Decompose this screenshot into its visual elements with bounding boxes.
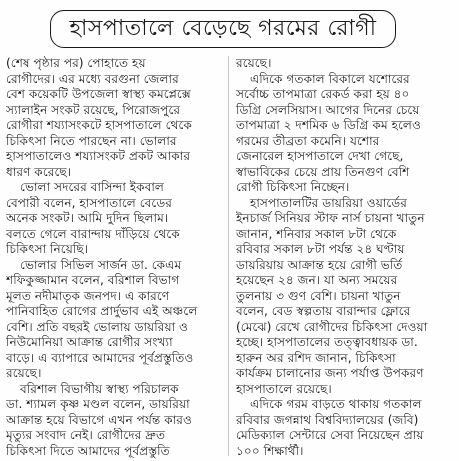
text-line: ভোলা সদরের বাসিন্দা ইকবাল [20,180,164,194]
text-line: হয়েছেন ২৪ জন। যা অন্য সময়ের [236,273,398,287]
text-line: ডায়রিয়ায় আক্রান্ত হয়ে রোগী ভর্তি [236,257,403,272]
text-line: বেশি। প্রতি বছরই ভোলায় ডায়রিয়া ও [6,319,189,334]
text-line: স্বাভাবিকের চেয়ে প্রায় তিনগুণ বেশি [236,164,410,179]
text-line: রোগী চিকিৎসা নিচ্ছেন। [236,180,350,194]
text-line: নিউমোনিয়া আক্রান্ত রোগীর সংখ্যা [6,335,173,349]
text-line: শফিকুজ্জামান বলেন, বরিশাল বিভাগ [6,273,180,287]
text-line: স্যালাইন সংকট রয়েছে, পিরোজপুরে [6,102,181,117]
text-line: বাড়ে। এ ব্যাপারে আমাদের পূর্বপ্রস্তুতিও [6,350,194,365]
text-line: রোগীরা শয্যাসংকটে হাসপাতালে থেকে [6,118,192,132]
text-line: চিকিৎসা দিতে আমাদের পূর্বপ্রস্তুতি [6,443,170,458]
article-headline: হাসপাতালে বেড়েছে গরমের রোগী [50,10,396,48]
text-line: হচ্ছে। হাসপাতালের তত্ত্বাবধায়ক ডা. [236,335,418,349]
text-line: অনেক সংকট। আমি দুদিন ছিলাম। [6,211,169,225]
text-line: জানান, শনিবার সকাল ৮টা থেকে [236,226,397,241]
text-line: বলতে গেলে বারান্দায় দাঁড়িয়ে থেকে [6,226,180,241]
text-line: হাসপাতালেও শয্যাসংকট প্রকট আকার [6,149,191,163]
text-line: ধারণ করেছে। [6,164,72,179]
article-right-column [236,56,450,459]
text-line: সর্বোচ্চ তাপমাত্রা রেকর্ড করা হয় ৪০ [236,87,410,101]
text-line: চিকিৎসা নিতে পারছেন না। ভোলার [6,133,177,148]
text-line: রয়েছে। [6,366,42,380]
text-line: হাসপাতালে রয়েছে। [236,381,332,396]
column-divider [228,56,229,456]
text-line: রবিবার জগন্নাথ বিশ্ববিদ্যালয়ের (জবি) [236,412,419,427]
text-line: ডা. শ্যামল কৃষ্ণ মণ্ডল বলেন, ডায়রিয়া [6,397,190,411]
text-line: তাপমাত্রা ২ দশমিক ৬ ডিগ্রি কম হলেও [236,118,421,132]
text-line: কার্যক্রম চালানোর জন্য পর্যাপ্ত উপকরণ [236,366,424,380]
text-line: তুলনায় ৩ গুণ বেশি। চায়না খাতুন [236,288,401,303]
text-line: হাসপাতালটির ডায়রিয়া ওয়ার্ডের [250,195,407,210]
text-line: জেনারেল হাসপাতালে দেখা গেছে, [236,149,404,163]
text-line: মৃত্যুর সংবাদ নেই। রোগীদের দ্রুত [6,428,166,442]
text-line: এদিকে গতকাল বিকালে যশোরের [250,71,410,86]
text-line: বেশ কয়েকটি উপজেলা স্বাস্থ্য কমপ্লেক্সে [6,87,191,101]
text-line: রোগীদের। এর মধ্যে বরগুনা জেলার [6,71,179,86]
text-line: বেপারী বলেন, হাসপাতালে বেডের [6,195,173,210]
text-line: হারুন অর রশিদ জানান, চিকিৎসা [236,350,396,365]
text-line: এদিকে গরম বাড়তে থাকায় গতকাল [250,397,422,411]
text-line: (শেষ পৃষ্ঠার পর) পোহাতে হয় [6,56,146,70]
text-line: আক্রান্ত হয়ে বিভাগে এখন পর্যন্ত কারও [6,412,192,427]
text-line: ডিগ্রি সেলসিয়াস। আগের দিনের চেয়ে [236,102,420,117]
text-line: রয়েছে। [236,56,272,70]
text-line: বরিশাল বিভাগীয় স্বাস্থ্য পরিচালক [20,381,179,396]
text-line: ১০০ শিক্ষার্থী। [236,443,304,458]
text-line: মেডিক্যাল সেন্টারে সেবা নিয়েছেন প্রায় [236,428,424,442]
text-line: বলেন, বেড স্বল্পতায় বারান্দার ফ্লোরে [236,304,411,318]
text-line: চিকিৎসা নিয়েছি। [6,242,89,256]
text-line: পানিবাহিত রোগের প্রার্দুভাব এই অঞ্চলে [6,304,198,318]
text-line: ভোলার সিভিল সার্জন ডা. কেএম [20,257,182,272]
article-left-column [6,56,220,459]
text-line: রবিবার সকাল ৮টা পর্যন্ত ২৪ ঘণ্টায় [236,242,405,256]
text-line: মূলত নদীমাতৃক জনপদ। এ কারণে [6,288,170,303]
text-line: (মেঝে) রেখে রোগীদের চিকিৎসা দেওয়া [236,319,428,334]
text-line: গরমের তীব্রতা কমেনি। যশোর [236,133,380,148]
text-line: ইনচার্জ সিনিয়র স্টাফ নার্স চায়না খাতুন [236,211,425,225]
